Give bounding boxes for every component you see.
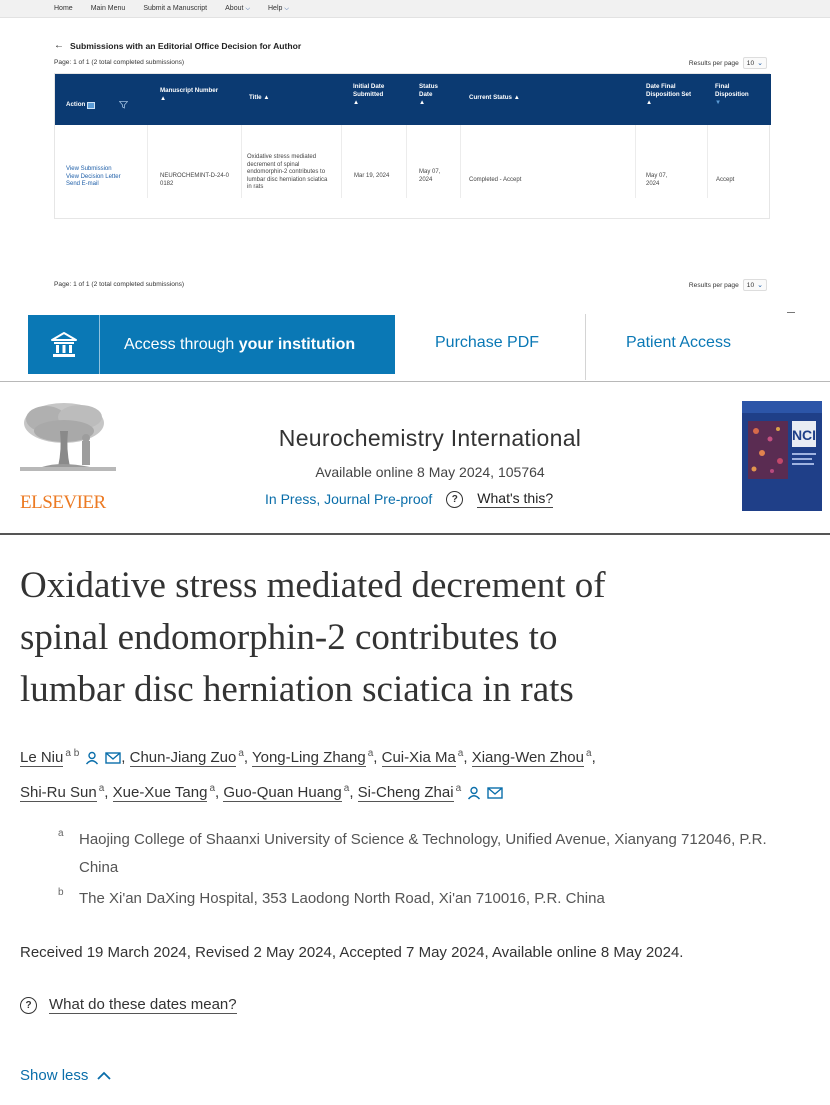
author-sup: a <box>343 783 350 794</box>
author-line-1: Le Niu $^{a b}$ , Chun-Jiang Zuo $^a$, Yong-Ling Zhang $^a$, Cui-Xia Ma $^a$, Xiang-Wen Zhou $^a$, <box>20 748 596 766</box>
divider <box>585 314 586 380</box>
nav-about[interactable] <box>225 5 250 13</box>
author-line-2: Shi-Ru Sun $^a$, Xue-Xue Tang $^a$, Guo-Quan Huang $^a$, Si-Cheng Zhai $^a$ <box>20 773 820 808</box>
select-all-checkbox[interactable] <box>87 102 95 109</box>
column-divider <box>241 125 242 198</box>
sort-asc-icon: ▲ <box>263 94 270 101</box>
sort-asc-icon: ▲ <box>160 95 167 102</box>
journal-header <box>0 383 830 535</box>
results-per-page-top <box>689 57 767 69</box>
column-divider <box>147 125 148 198</box>
person-icon[interactable] <box>467 786 481 800</box>
nav-help[interactable] <box>268 5 289 13</box>
back-arrow-icon: ← <box>54 40 64 51</box>
current-status: Completed - Accept <box>469 177 522 183</box>
author-link[interactable]: Guo-Quan Huang <box>223 784 342 801</box>
col-date-final-disposition[interactable] <box>646 83 696 107</box>
purchase-pdf-link[interactable]: Purchase PDF <box>435 334 540 351</box>
results-per-page-bottom <box>689 279 767 291</box>
access-bold: your institution <box>238 335 356 353</box>
col-title[interactable] <box>249 94 269 102</box>
available-online: Available online 8 May 2024, 105764 <box>315 464 545 480</box>
col-final-disposition[interactable] <box>715 83 759 107</box>
col-initial-date[interactable] <box>353 83 403 107</box>
view-decision-letter-link[interactable]: View Decision Letter <box>66 173 121 180</box>
nav-home[interactable]: Home <box>54 5 73 12</box>
elsevier-wordmark[interactable]: ELSEVIER <box>20 492 106 513</box>
show-less-button[interactable] <box>20 1067 112 1084</box>
page-info-bottom: Page: 1 of 1 (2 total completed submissions) <box>54 281 185 288</box>
column-divider <box>341 125 342 198</box>
author-link[interactable]: Xiang-Wen Zhou <box>471 749 584 766</box>
col-action-label: Action <box>66 101 86 108</box>
in-press-row <box>265 490 553 508</box>
access-institution-button[interactable] <box>28 315 395 374</box>
access-prefix: Access through <box>124 335 239 353</box>
affiliation-mark: a <box>58 828 64 839</box>
patient-access-link[interactable]: Patient Access <box>626 334 731 351</box>
manuscript-number: NEUROCHEMINT-D-24-00182 <box>160 173 230 187</box>
col-manuscript-label: Manuscript Number <box>160 87 219 94</box>
affiliation-text: The Xi'an DaXing Hospital, 353 Laodong North Road, Xi'an 710016, P.R. China <box>79 890 605 907</box>
sort-desc-icon: ▼ <box>715 99 722 106</box>
author-sup: a <box>98 783 105 794</box>
question-circle-icon: ? <box>20 997 37 1014</box>
results-per-page-label: Results per page <box>688 59 739 67</box>
chevron-down-icon: ⌵ <box>245 5 250 12</box>
nav-submit-manuscript[interactable]: Submit a Manuscript <box>143 5 208 12</box>
column-divider <box>406 125 407 198</box>
article-dates: Received 19 March 2024, Revised 2 May 2024, Accepted 7 May 2024, Available online 8 May 2024. <box>20 944 684 961</box>
column-divider <box>707 125 708 198</box>
author-sup: a <box>238 748 244 759</box>
row-actions <box>66 166 144 189</box>
author-link[interactable]: Yong-Ling Zhang <box>251 749 366 766</box>
author-list <box>20 738 820 808</box>
author-link[interactable]: Shi-Ru Sun <box>20 784 97 801</box>
status-date: May 07, 2024 <box>419 169 441 183</box>
table-header <box>55 74 771 125</box>
author-sup: a <box>457 748 464 759</box>
journal-name[interactable]: Neurochemistry International <box>278 425 582 451</box>
results-per-page-label: Results per page <box>688 281 739 289</box>
sort-asc-icon: ▲ <box>353 99 360 106</box>
nav-help-label: Help <box>268 4 283 12</box>
sort-asc-icon: ▲ <box>513 94 520 101</box>
top-nav <box>0 0 830 18</box>
col-current-status[interactable] <box>469 94 520 102</box>
affiliation-mark: b <box>58 887 64 898</box>
column-divider <box>635 125 636 198</box>
view-submission-link[interactable]: View Submission <box>66 166 112 172</box>
results-per-page-value: 10 <box>746 281 755 289</box>
col-status-date-label: Status Date <box>419 83 438 98</box>
filter-icon[interactable] <box>119 101 128 109</box>
submissions-heading: Submissions with an Editorial Office Decision for Author <box>70 40 302 51</box>
col-final-set-label: Date Final Disposition Set <box>646 83 692 98</box>
cover-abbrev: NCI <box>791 427 817 443</box>
author-sup: a <box>367 748 374 759</box>
journal-cover[interactable] <box>742 401 822 511</box>
author-link[interactable]: Le Niu <box>20 749 64 766</box>
col-initial-label: Initial Date Submitted <box>353 83 385 98</box>
author-sup: a <box>586 748 592 759</box>
column-divider <box>460 125 461 198</box>
manuscript-title: Oxidative stress mediated decrement of spinal endomorphin-2 contributes to lumbar disc herniation sciatica in rats <box>247 154 328 190</box>
whats-this-link[interactable]: What's this? <box>477 490 554 506</box>
affiliation-a <box>58 826 809 882</box>
author-link[interactable]: Si-Cheng Zhai <box>357 784 454 801</box>
author-sup: a b <box>65 748 80 759</box>
chevron-down-icon: ⌄ <box>757 60 763 67</box>
article-title <box>20 560 820 716</box>
results-per-page-select[interactable] <box>743 57 767 69</box>
what-dates-mean-link[interactable]: What do these dates mean? <box>49 996 237 1013</box>
sort-asc-icon: ▲ <box>646 99 653 106</box>
affiliation-b <box>58 885 809 913</box>
title-line: Oxidative stress mediated decrement of <box>20 565 606 606</box>
col-title-label: Title <box>249 94 262 101</box>
results-per-page-value: 10 <box>746 59 755 67</box>
author-link[interactable]: Cui-Xia Ma <box>381 749 456 766</box>
final-disposition-date: May 07, 2024 <box>646 173 668 187</box>
chevron-down-icon: ⌄ <box>757 282 763 289</box>
access-institution-label <box>100 336 355 354</box>
title-line: spinal endomorphin-2 contributes to <box>20 617 558 658</box>
author-link[interactable]: Xue-Xue Tang <box>112 784 208 801</box>
show-less-label: Show less <box>20 1067 89 1084</box>
send-email-link[interactable]: Send E-mail <box>66 181 99 187</box>
in-press-link[interactable]: In Press, Journal Pre-proof <box>265 491 433 507</box>
nav-about-label: About <box>225 4 244 12</box>
access-bar <box>0 312 830 382</box>
col-final-disp-label: Final Disposition <box>715 83 749 98</box>
col-status-date[interactable] <box>419 83 451 107</box>
sort-asc-icon: ▲ <box>419 99 426 106</box>
envelope-icon[interactable] <box>487 787 503 799</box>
submissions-table <box>54 73 770 219</box>
final-disposition: Accept <box>716 177 735 183</box>
back-link[interactable] <box>54 40 301 51</box>
chevron-down-icon: ⌵ <box>284 5 289 12</box>
submissions-panel <box>0 19 830 312</box>
page-info-top: Page: 1 of 1 (2 total completed submissions) <box>54 59 185 66</box>
col-manuscript-number[interactable] <box>160 87 220 103</box>
question-circle-icon: ? <box>446 491 463 508</box>
initial-date: Mar 19, 2024 <box>354 173 390 179</box>
envelope-icon[interactable] <box>105 752 121 764</box>
results-per-page-select[interactable] <box>743 279 767 291</box>
author-sup: a <box>455 783 462 794</box>
chevron-up-icon <box>96 1071 112 1081</box>
affiliation-text: Haojing College of Shaanxi University of Science & Technology, Unified Avenue, Xianyang 712046, P.R. China <box>79 831 767 876</box>
author-sup: a <box>209 783 215 794</box>
person-icon[interactable] <box>85 751 99 765</box>
bank-icon <box>28 315 100 374</box>
col-current-status-label: Current Status <box>469 94 512 101</box>
title-line: lumbar disc herniation sciatica in rats <box>20 669 574 710</box>
nav-main-menu[interactable]: Main Menu <box>90 5 126 12</box>
dates-help <box>20 996 237 1014</box>
divider <box>787 312 795 313</box>
author-link[interactable]: Chun-Jiang Zuo <box>129 749 237 766</box>
col-action[interactable] <box>66 101 128 109</box>
